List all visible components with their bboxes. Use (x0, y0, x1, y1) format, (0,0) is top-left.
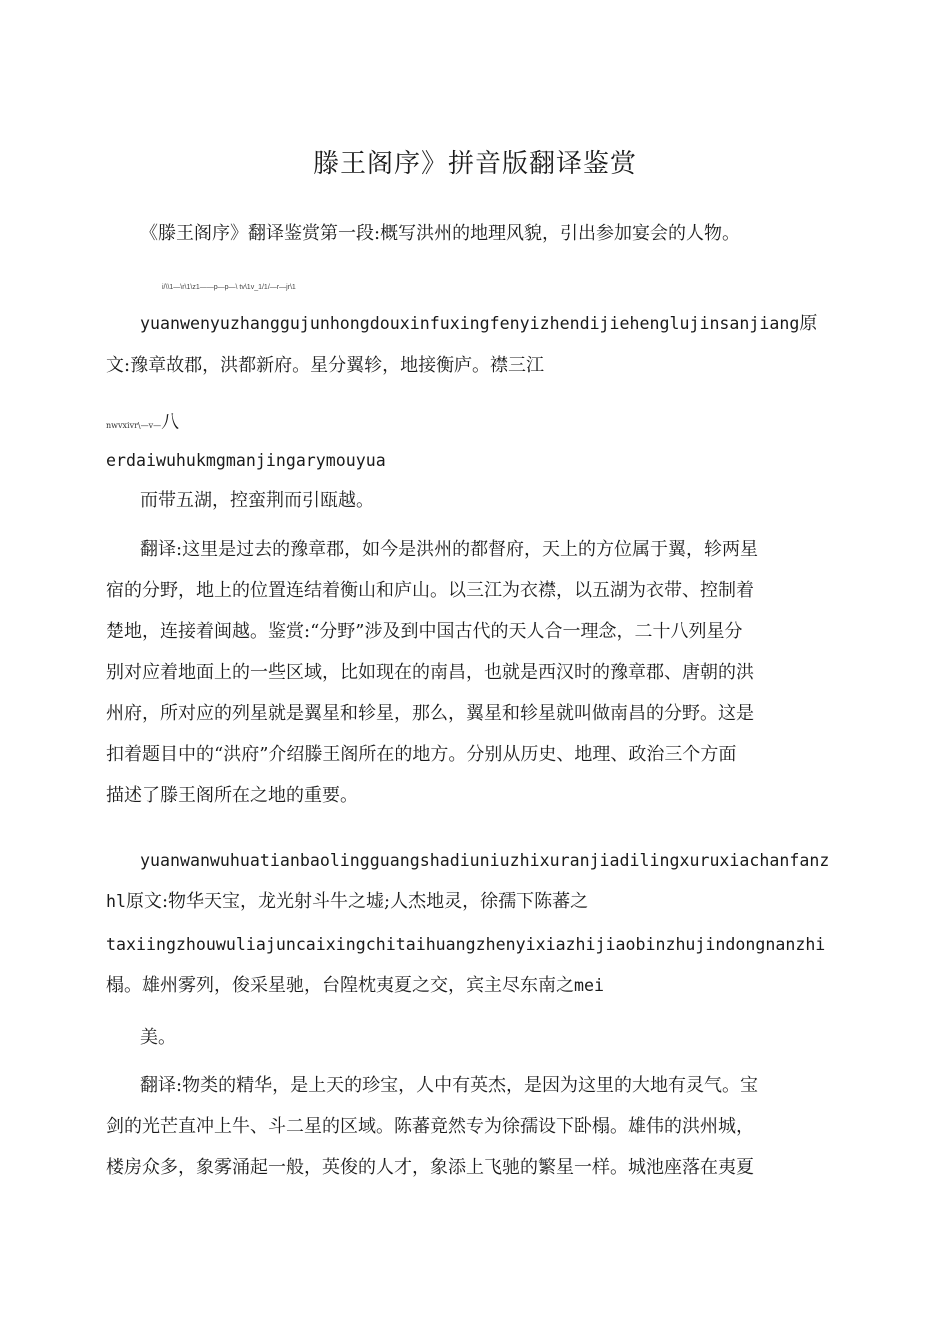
original-line (106, 888, 588, 916)
scan-noise-char: 八 (161, 412, 180, 433)
original-text: 原文:物华天宝，龙光射斗牛之墟;人杰地灵，徐孺下陈蕃之 (125, 891, 589, 912)
page-title: 滕王阁序》拼音版翻译鉴赏 (312, 149, 637, 179)
intro-paragraph: 《滕王阁序》翻译鉴赏第一段:概写洪州的地理风貌，引出参加宴会的人物。 (140, 223, 741, 244)
original-text: 文:豫章故郡，洪都新府。星分翼轸，地接衡庐。襟三江 (106, 355, 545, 376)
pinyin-line: erdaiwuhukmgmanjingarymouyua (106, 451, 386, 470)
original-text: 榻。雄州雾列，俊采星驰，台隍枕夷夏之交，宾主尽东南之 (106, 975, 574, 996)
original-text: 美。 (140, 1027, 176, 1048)
translation-line: 楼房众多，象雾涌起一般，英俊的人才，象添上飞驰的繁星一样。城池座落在夷夏 (106, 1157, 754, 1178)
translation-line: 翻译:物类的精华，是上天的珍宝，人中有英杰，是因为这里的大地有灵气。宝 (140, 1075, 759, 1096)
pinyin-text: hl (106, 892, 126, 911)
pinyin-line (140, 310, 817, 338)
translation-line: 别对应着地面上的一些区域，比如现在的南昌，也就是西汉时的豫章郡、唐朝的洪 (106, 662, 754, 683)
translation-line: 翻译:这里是过去的豫章郡，如今是洪州的都督府，天上的方位属于翼，轸两星 (140, 539, 759, 560)
pinyin-line: yuanwanwuhuatianbaolingguangshadiuniuzhixuranjiadilingxuruxiachanfanz (140, 851, 830, 870)
scan-noise-line: i/\\1—\r\1\z1——p—p—\ tv\1v_1/1/—r—jr\1 (162, 284, 296, 291)
scan-noise-text: nwvxivr\—v— (106, 421, 162, 430)
translation-line: 州府，所对应的列星就是翼星和轸星，那么，翼星和轸星就叫做南昌的分野。这是 (106, 703, 754, 724)
original-text: 而带五湖，控蛮荆而引瓯越。 (140, 490, 374, 511)
translation-line: 宿的分野，地上的位置连结着衡山和庐山。以三江为衣襟，以五湖为衣带、控制着 (106, 580, 754, 601)
translation-line: 剑的光芒直冲上牛、斗二星的区域。陈蕃竟然专为徐孺设下卧榻。雄伟的洪州城， (106, 1116, 754, 1137)
original-line (106, 972, 604, 1000)
scan-noise-line-2 (106, 409, 179, 440)
original-label: 原 (799, 313, 818, 334)
translation-line: 描述了滕王阁所在之地的重要。 (106, 785, 358, 806)
translation-line: 扣着题目中的“洪府”介绍滕王阁所在的地方。分别从历史、地理、政治三个方面 (106, 744, 737, 765)
translation-line: 楚地，连接着闽越。鉴赏:“分野”涉及到中国古代的天人合一理念，二十八列星分 (106, 621, 743, 642)
pinyin-text: mei (574, 976, 604, 995)
pinyin-text: yuanwenyuzhanggujunhongdouxinfuxingfenyizhendijiehenglujinsanjiang (140, 314, 800, 333)
pinyin-line: taxiingzhouwuliajuncaixingchitaihuangzhenyixiazhijiaobinzhujindongnanzhi (106, 935, 826, 954)
